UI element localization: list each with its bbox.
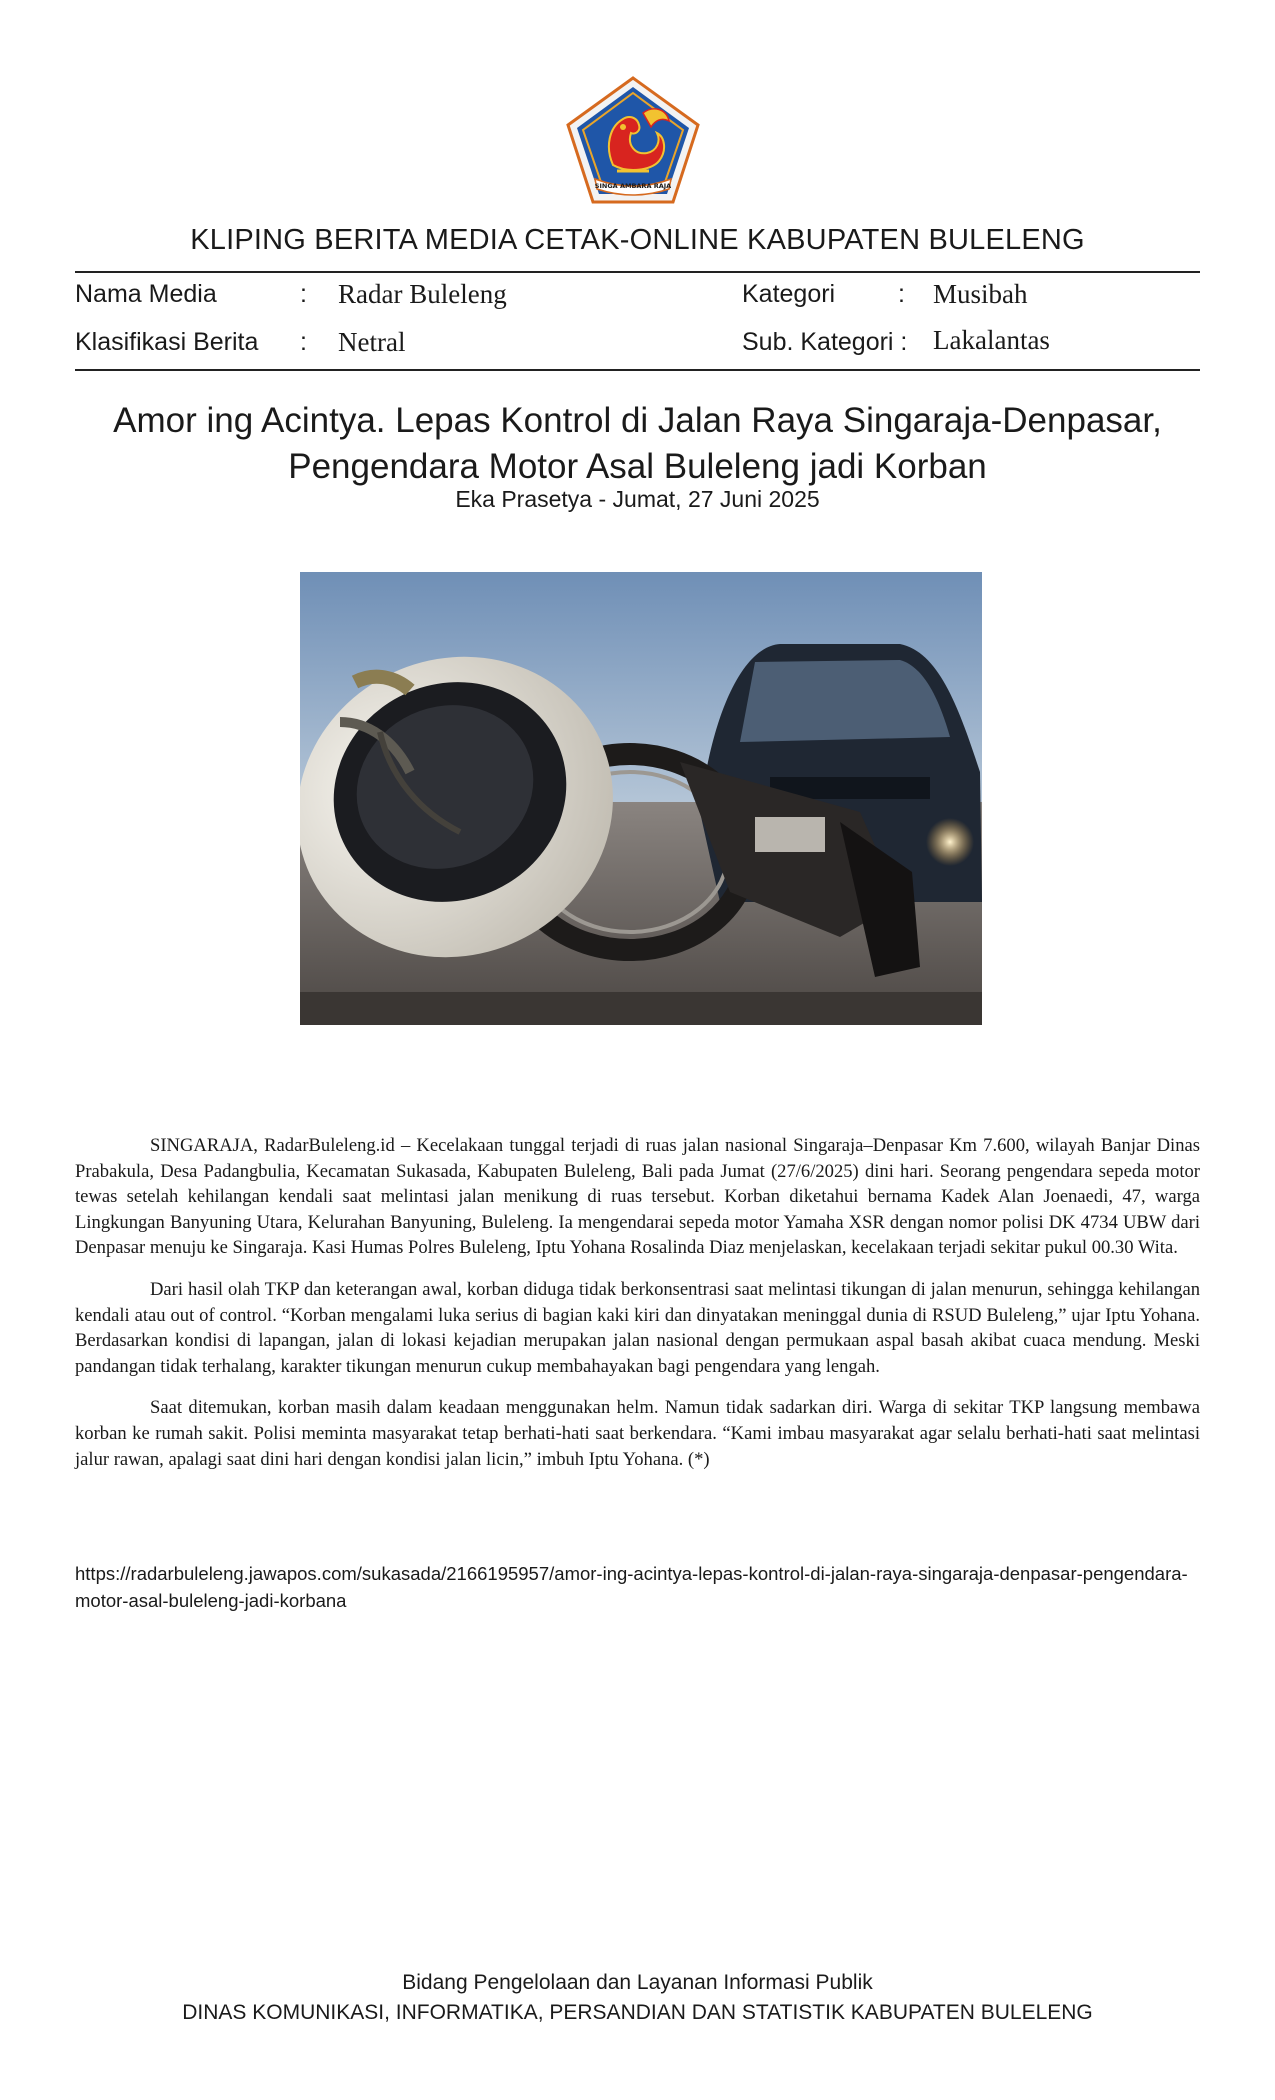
meta-klasifikasi-label: Klasifikasi Berita [75,328,259,356]
article-title [75,398,1200,490]
meta-nama-media-label: Nama Media [75,280,217,308]
footer-division: Bidang Pengelolaan dan Layanan Informasi Publik [402,1971,873,1994]
meta-sub-kategori-value: Lakalantas [933,325,1050,355]
article-title-line: Amor ing Acintya. Lepas Kontrol di Jalan Raya Singaraja-Denpasar, [113,401,1162,440]
logo-caption: SINGA AMBARA RAJA [594,182,672,190]
meta-sub-kategori-label: Sub. Kategori : [742,328,908,356]
clipping-header-title: KLIPING BERITA MEDIA CETAK-ONLINE KABUPATEN BULELENG [190,224,1085,256]
article-paragraph: Saat ditemukan, korban masih dalam keadaan menggunakan helm. Namun tidak sadarkan diri. Warga di sekitar TKP langsung membawa korban ke rumah sakit. Polisi meminta masyarakat tetap berhati-hati saat berkendara. “Kami imbau masyarakat agar selalu berhati-hati saat melintasi jalur rawan, apalagi saat dini hari dengan kondisi jalan licin,” imbuh Iptu Yohana. (*) [75,1397,1200,1470]
header-divider-bottom [75,369,1200,371]
footer-agency: DINAS KOMUNIKASI, INFORMATIKA, PERSANDIAN DAN STATISTIK KABUPATEN BULELENG [182,2001,1093,2024]
article-paragraph: Dari hasil olah TKP dan keterangan awal, korban diduga tidak berkonsentrasi saat melintasi tikungan di jalan menurun, sehingga kehilangan kendali atau out of control. “Korban mengalami luka serius di bagian kaki kiri dan dinyatakan meninggal dunia di RSUD Buleleng,” ujar Iptu Yohana. Berdasarkan kondisi di lapangan, jalan di lokasi kejadian merupakan jalan nasional dengan permukaan aspal basah akibat cuaca mendung. Meski pandangan tidak terhalang, karakter tikungan menurun cukup membahayakan bagi pengendara yang lengah. [75,1278,1200,1377]
article-byline: Eka Prasetya - Jumat, 27 Juni 2025 [455,486,820,512]
meta-kategori-value: Musibah [933,279,1028,309]
buleleng-regency-logo [565,75,701,205]
article-title-line: Pengendara Motor Asal Buleleng jadi Korban [288,447,987,486]
meta-klasifikasi-value: Netral [338,327,406,357]
accident-photo [300,572,982,1025]
meta-kategori-label: Kategori [742,280,836,308]
meta-colon: : [300,280,307,308]
article-paragraph: SINGARAJA, RadarBuleleng.id – Kecelakaan tunggal terjadi di ruas jalan nasional Singaraja–Denpasar Km 7.600, wilayah Banjar Dinas Prabakula, Desa Padangbulia, Kecamatan Sukasada, Kabupaten Buleleng, Bali pada Jumat (27/6/2025) dini hari. Seorang pengendara sepeda motor tewas setelah kehilangan kendali saat melintasi jalan menikung di ruas tersebut. Korban diketahui bernama Kadek Alan Joenaedi, 47, warga Lingkungan Banyuning Utara, Kelurahan Banyuning, Buleleng. Ia mengendarai sepeda motor Yamaha XSR dengan nomor polisi DK 4734 UBW dari Denpasar menuju ke Singaraja. Kasi Humas Polres Buleleng, Iptu Yohana Rosalinda Diaz menjelaskan, kecelakaan terjadi sekitar pukul 00.30 Wita. [75,1135,1200,1259]
article-body [75,1133,1200,1488]
page-footer [0,1968,1275,2028]
meta-nama-media-value: Radar Buleleng [338,279,507,309]
header-divider-top [75,271,1200,273]
meta-colon: : [300,328,307,356]
meta-colon: : [898,280,905,308]
source-link[interactable]: https://radarbuleleng.jawapos.com/sukasada/2166195957/amor-ing-acintya-lepas-kontrol-di-jalan-raya-singaraja-denpasar-pengendara-motor-asal-buleleng-jadi-korbana [75,1563,1188,1611]
